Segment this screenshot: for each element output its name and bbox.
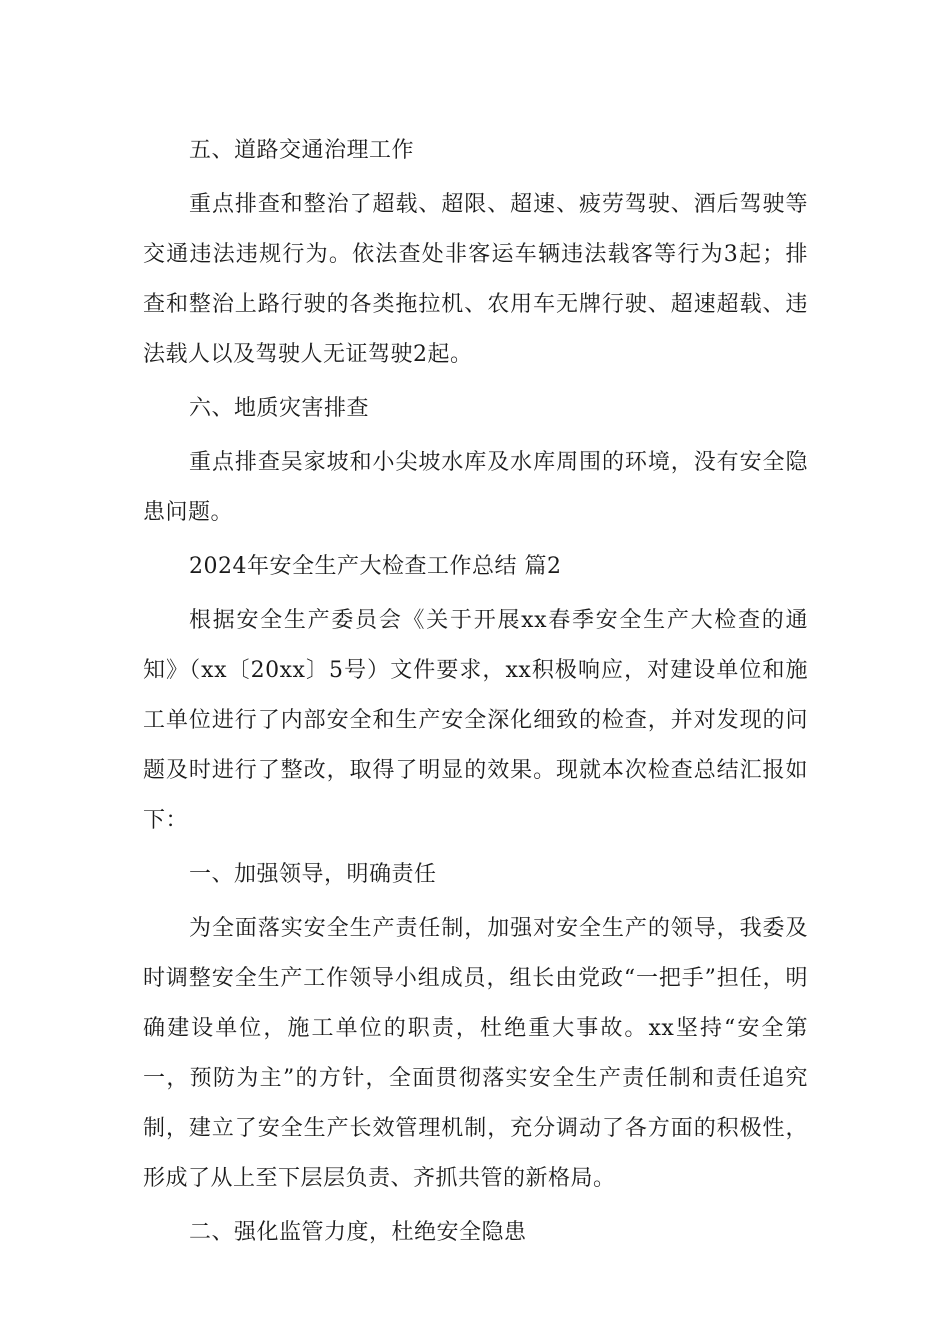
section-heading-geological: 六、地质灾害排查	[189, 396, 370, 421]
paragraph-leadership: 为全面落实安全生产责任制，加强对安全生产的领导，我委及时调整安全生产工作领导小组成员，组长由党政“一把手”担任，明确建设单位，施工单位的职责，杜绝重大事故。xx坚持“安全第一，预防为主”的方针，全面贯彻落实安全生产责任制和责任追究制，建立了安全生产长效管理机制，充分调动了各方面的积极性，形成了从上至下层层负责、齐抓共管的新格局。	[143, 916, 808, 1191]
section-heading-road-traffic: 五、道路交通治理工作	[189, 138, 415, 163]
paragraph-geological: 重点排查吴家坡和小尖坡水库及水库周围的环境，没有安全隐患问题。	[143, 450, 808, 525]
section-heading-leadership: 一、加强领导，明确责任	[189, 862, 437, 887]
article-title-part-2: 2024年安全生产大检查工作总结 篇2	[189, 554, 562, 579]
section-heading-supervision: 二、强化监管力度，杜绝安全隐患	[189, 1220, 527, 1245]
paragraph-road-traffic: 重点排查和整治了超载、超限、超速、疲劳驾驶、酒后驾驶等交通违法违规行为。依法查处非客运车辆违法载客等行为3起；排查和整治上路行驶的各类拖拉机、农用车无牌行驶、超速超载、违法载人以及驾驶人无证驾驶2起。	[143, 192, 808, 367]
document-body	[143, 126, 808, 1258]
paragraph-intro: 根据安全生产委员会《关于开展xx春季安全生产大检查的通知》（xx〔20xx〕5号）文件要求，xx积极响应，对建设单位和施工单位进行了内部安全和生产安全深化细致的检查，并对发现的问题及时进行了整改，取得了明显的效果。现就本次检查总结汇报如下：	[143, 608, 808, 833]
